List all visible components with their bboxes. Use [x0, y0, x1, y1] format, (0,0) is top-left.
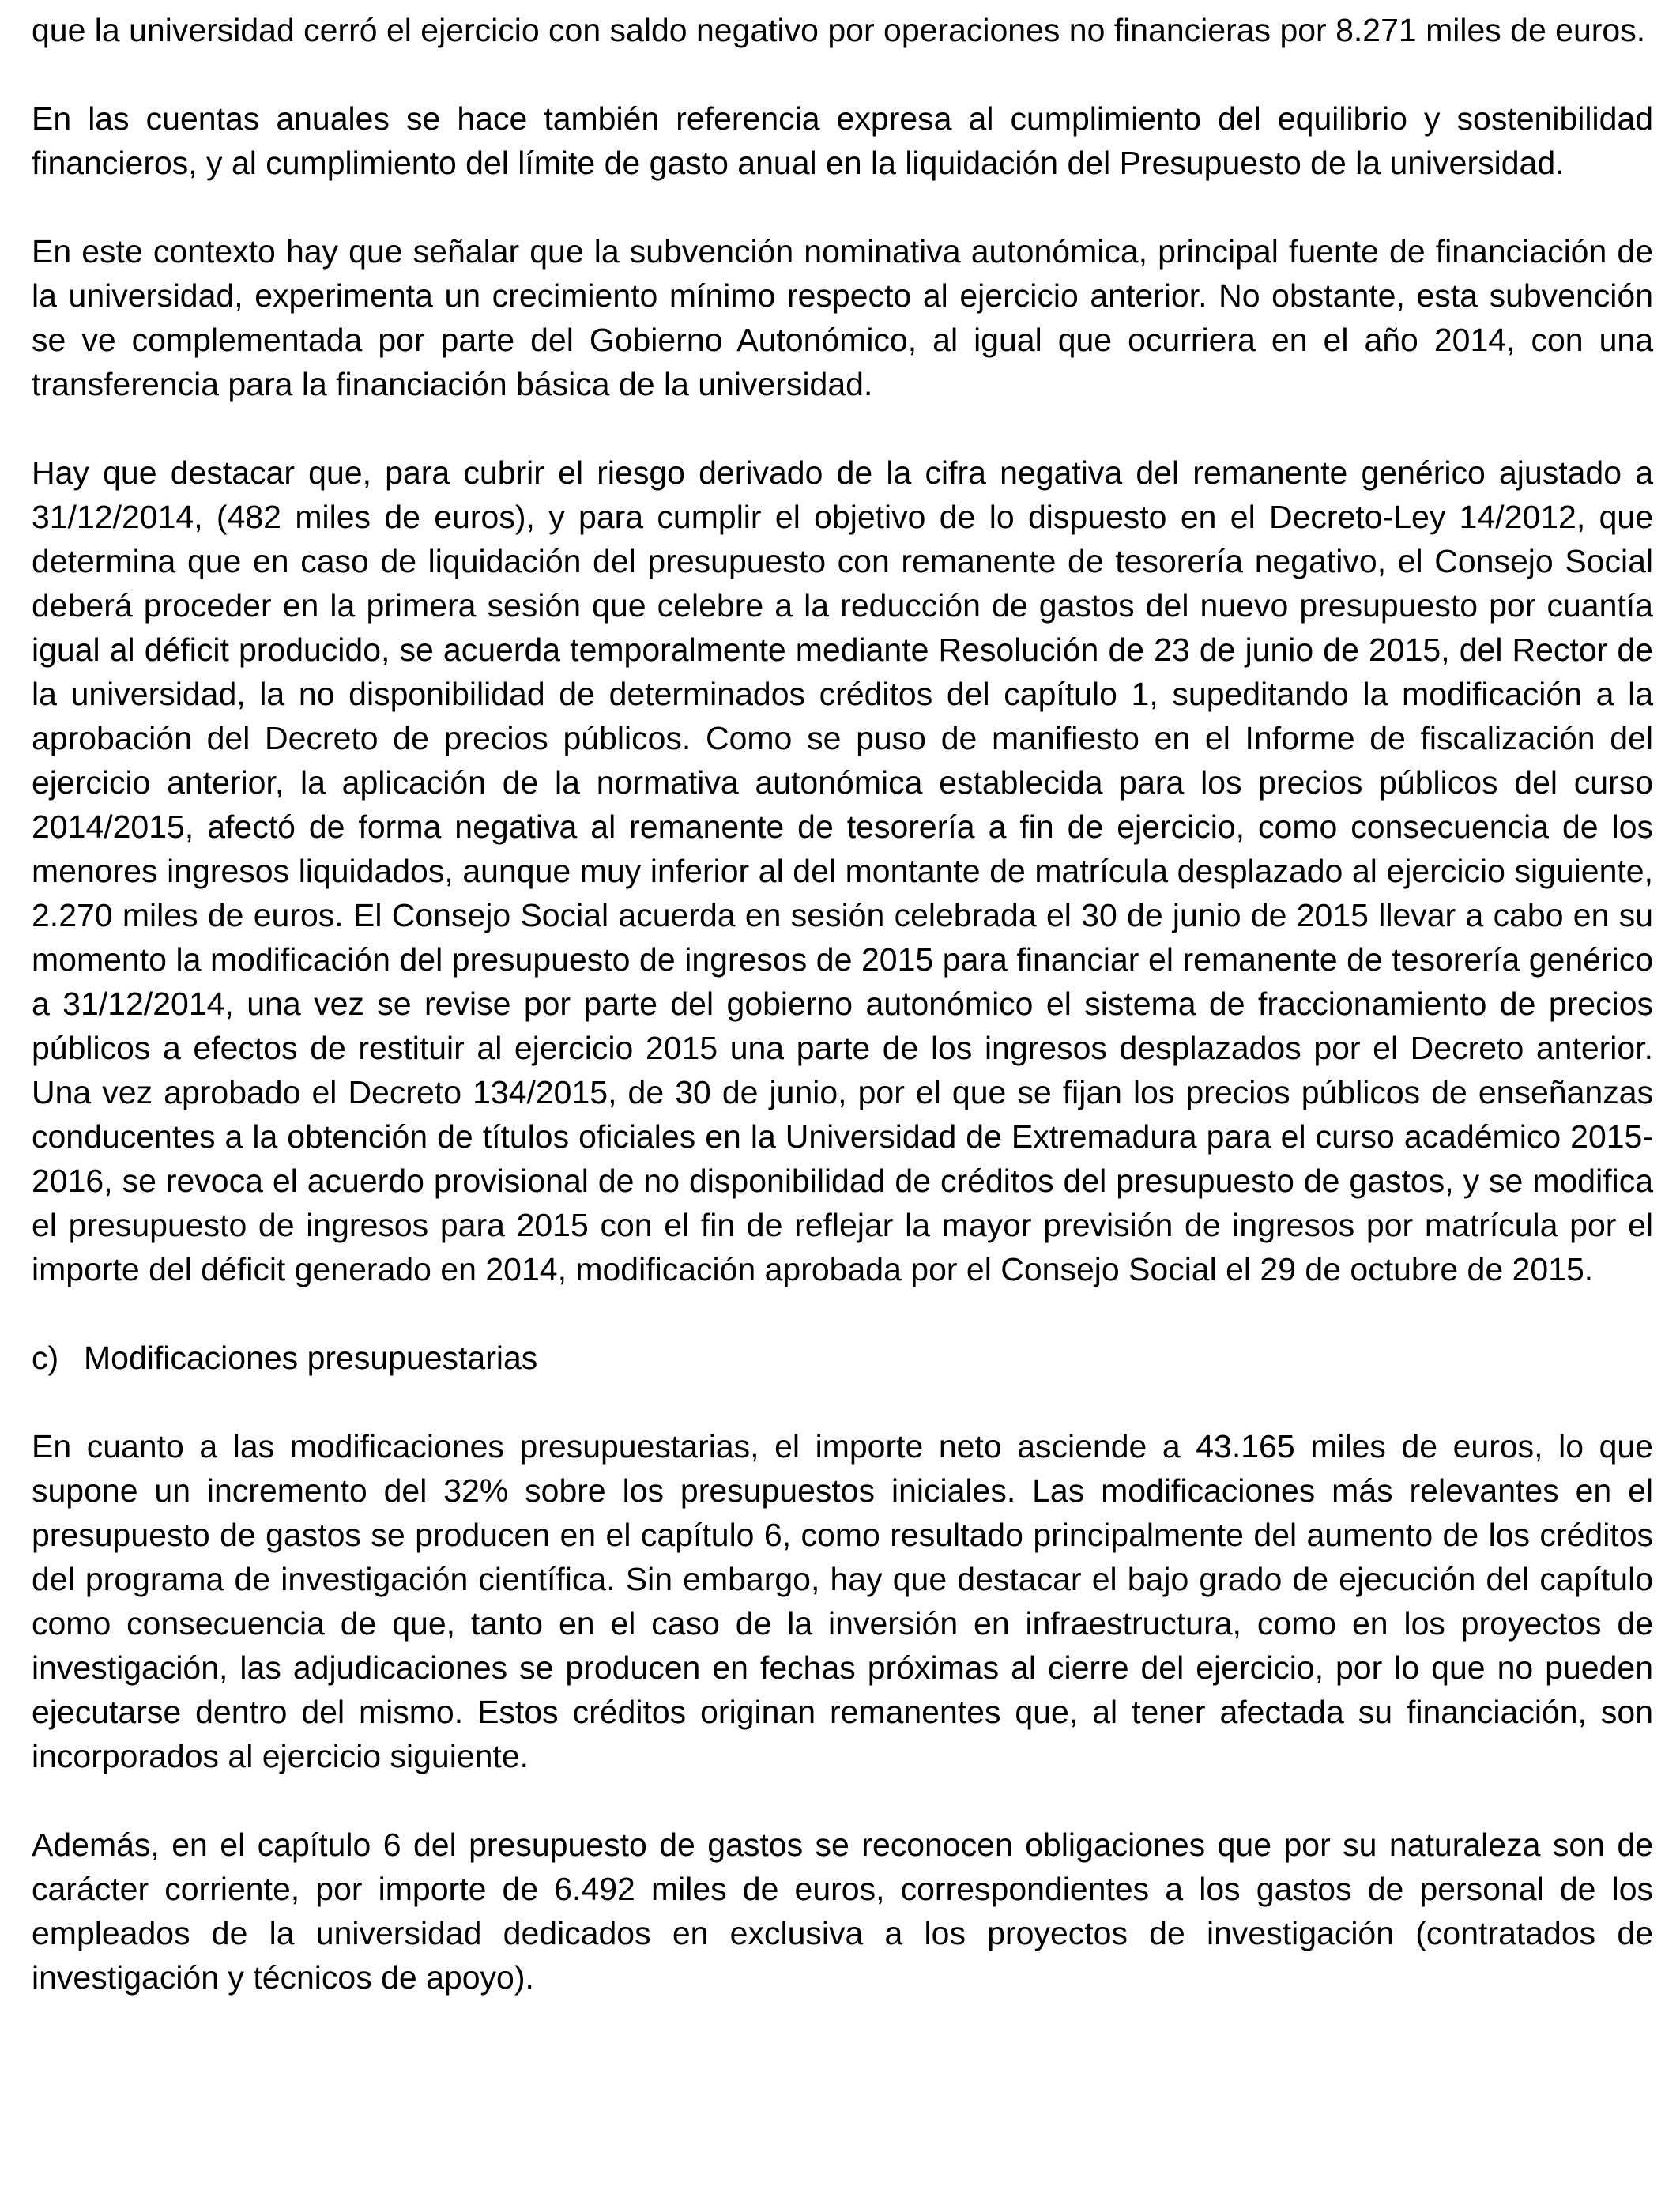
paragraph-treasury-remnant: Hay que destacar que, para cubrir el riesgo derivado de la cifra negativa del remanente genérico ajustado a 31/12/2014, (482 miles de euros), y para cumplir el objetivo de lo dispuesto en el Decreto-Ley 14/2012, que determina que en caso de liquidación del presupuesto con remanente de tesorería negativo, el Consejo Social deberá proceder en la primera sesión que celebre a la reducción de gastos del nuevo presupuesto por cuantía igual al déficit producido, se acuerda temporalmente mediante Resolución de 23 de junio de 2015, del Rector de la universidad, la no disponibilidad de determinados créditos del capítulo 1, supeditando la modificación a la aprobación del Decreto de precios públicos. Como se puso de manifiesto en el Informe de fiscalización del ejercicio anterior, la aplicación de la normativa autonómica establecida para los precios públicos del curso 2014/2015, afectó de forma negativa al remanente de tesorería a fin de ejercicio, como consecuencia de los menores ingresos liquidados, aunque muy inferior al del montante de matrícula desplazado al ejercicio siguiente, 2.270 miles de euros. El Consejo Social acuerda en sesión celebrada el 30 de junio de 2015 llevar a cabo en su momento la modificación del presupuesto de ingresos de 2015 para financiar el remanente de tesorería genérico a 31/12/2014, una vez se revise por parte del gobierno autonómico el sistema de fraccionamiento de precios públicos a efectos de restituir al ejercicio 2015 una parte de los ingresos desplazados por el Decreto anterior. Una vez aprobado el Decreto 134/2015, de 30 de junio, por el que se fijan los precios públicos de enseñanzas conducentes a la obtención de títulos oficiales en la Universidad de Extremadura para el curso académico 2015-2016, se revoca el acuerdo provisional de no disponibilidad de créditos del presupuesto de gastos, y se modifica el presupuesto de ingresos para 2015 con el fin de reflejar la mayor previsión de ingresos por matrícula por el importe del déficit generado en 2014, modificación aprobada por el Consejo Social el 29 de octubre de 2015. [32, 454, 1653, 1287]
paragraph-annual-accounts: En las cuentas anuales se hace también referencia expresa al cumplimiento del equilibrio y sostenibilidad financieros, y al cumplimiento del límite de gasto anual en la liquidación del Presupuesto de la universidad. [32, 100, 1653, 181]
paragraph-deficit-balance: que la universidad cerró el ejercicio con saldo negativo por operaciones no financieras por 8.271 miles de euros. [32, 12, 1646, 48]
document-page [32, 8, 1653, 2000]
paragraph-budget-modifications: En cuanto a las modificaciones presupuestarias, el importe neto asciende a 43.165 miles de euros, lo que supone un incremento del 32% sobre los presupuestos iniciales. Las modificaciones más relevantes en el presupuesto de gastos se producen en el capítulo 6, como resultado principalmente del aumento de los créditos del programa de investigación científica. Sin embargo, hay que destacar el bajo grado de ejecución del capítulo como consecuencia de que, tanto en el caso de la inversión en infraestructura, como en los proyectos de investigación, las adjudicaciones se producen en fechas próximas al cierre del ejercicio, por lo que no pueden ejecutarse dentro del mismo. Estos créditos originan remanentes que, al tener afectada su financiación, son incorporados al ejercicio siguiente. [32, 1428, 1653, 1774]
section-heading [32, 1336, 1653, 1380]
paragraph-regional-subsidy: En este contexto hay que señalar que la subvención nominativa autonómica, principal fuente de financiación de la universidad, experimenta un crecimiento mínimo respecto al ejercicio anterior. No obstante, esta subvención se ve complementada por parte del Gobierno Autonómico, al igual que ocurriera en el año 2014, con una transferencia para la financiación básica de la universidad. [32, 233, 1653, 402]
section-title: Modificaciones presupuestarias [84, 1340, 538, 1376]
paragraph-chapter-6-obligations: Además, en el capítulo 6 del presupuesto de gastos se reconocen obligaciones que por su naturaleza son de carácter corriente, por importe de 6.492 miles de euros, correspondientes a los gastos de personal de los empleados de la universidad dedicados en exclusiva a los proyectos de investigación (contratados de investigación y técnicos de apoyo). [32, 1826, 1653, 1996]
section-marker: c) [32, 1340, 59, 1376]
